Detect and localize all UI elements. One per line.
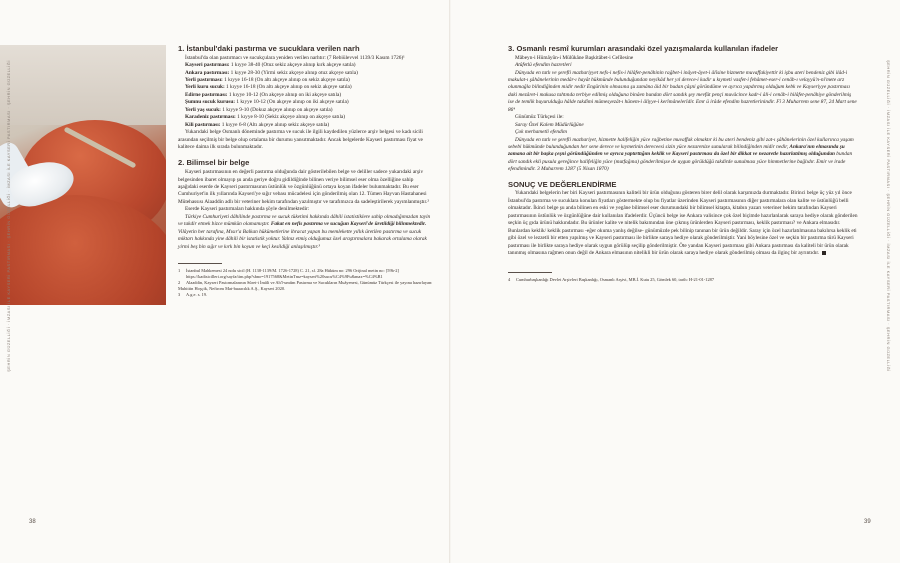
footnote: 1 İstanbul Mahkemesi 24 nolu sicil (H. 1138-1139/M. 1726-1728) C. 21, sf. 28a Hüküm no: 296 Orijinal metin no: [59b-2] — [178, 268, 399, 274]
narh-item-label: Yerli pastırması: — [185, 76, 223, 83]
letter-modern — [508, 137, 858, 174]
conclusion-heading: SONUÇ VE DEĞERLENDİRME — [508, 179, 617, 189]
conclusion-text — [508, 190, 858, 257]
right-footnote-rule — [508, 272, 552, 273]
narh-item-text: 1 kıyye 16-18 (On altı akçeye alınıp on sekiz akçeye satıla) — [224, 84, 352, 91]
section2-quote — [178, 214, 433, 251]
narh-item-text: 1 kıyye 8-10 (Sekiz akçeye alınıp on akçeye satıla) — [235, 114, 346, 121]
narh-item-label: Karadeniz pastırması: — [185, 114, 236, 121]
narh-item-text: 1 kıyye 16-18 (On altı akçeye alınıp on sekiz akçeye satıla) — [222, 76, 350, 83]
narh-item-label: Yerli yaş sucuk: — [185, 106, 221, 113]
footnote: 2 Alaaddin, Kayseri Pastırmalarının Sûret-i İmâli ve Ah'l-umûm Pastırma ve Sucukların Muâyenesi, Günümüz Türkçesi ile yayına hazırlayan: Muhittin Hoşçik, Neftrom Mat-buaacılık A.Ş., Kayseri 2020. — [178, 280, 433, 292]
end-mark-icon — [822, 251, 826, 255]
left-text-column — [178, 45, 433, 298]
footnote: 3 A.g.e. s. 19. — [178, 292, 208, 298]
left-footnotes — [178, 268, 433, 298]
narh-item — [178, 70, 433, 77]
narh-item — [178, 122, 433, 129]
narh-list — [178, 62, 433, 129]
narh-item-label: Şumnu sucuk kurusu: — [185, 99, 236, 106]
narh-item-label: Kili pastırması: — [185, 121, 221, 128]
right-running-head: ŞEHRİN GÜZELLİĞİ · İMZASI İLE KAYSERİ PASTIRMASI · ŞEHRİN GÜZELLİĞİ · İMZASI İLE KAYSERİ PASTIRMASI · ŞEHRİN GÜZELLİĞİ — [886, 60, 891, 372]
left-running-head: ŞEHRİN GÜZELLİĞİ · İMZASI İLE KAYSERİ PASTIRMASI · ŞEHRİN GÜZELLİĞİ · İMZASI İLE KAYSERİ PASTIRMASI · ŞEHRİN GÜZELLİĞİ — [6, 60, 11, 372]
modern-label: Günümüz Türkçesi ile: — [515, 114, 564, 121]
narh-item-label: Yerli kuru sucuk: — [185, 84, 225, 91]
narh-item-text: 1 kıyye 10-12 (On akçeye alınıp on iki akçeye satıla) — [235, 99, 349, 106]
narh-item — [178, 84, 433, 91]
addressee-ottoman: Mâbeyn-i Hümâyûn-i Mülûkâne Başkitâbet-i Celîlesine — [515, 54, 634, 61]
right-footnote: 4 Cumhurbaşkanlığı Devlet Arşivleri Başkanlığı, Osmanlı Arşivi, MB.İ. Kutu 25, Gömlek 60, tarih: H-21-01-1287 — [508, 276, 715, 282]
letter-modern-end: bundan dört sandık ekli pusula gereğince halifeliğin yüce (mutfağına) gönderilmişse de uygun görüldüğü takdirde sunulması yüce himmetlerine bağlıdır. Emir ve irade efendimindir. 3 Muharrem 1287 (5 Nisan 1870) — [508, 151, 853, 173]
pastirma-photo — [0, 45, 166, 305]
narh-item-text: 1 kıyye 28-30 (Yirmi sekiz akçeye alınıp otuz akçeye satıla) — [229, 69, 358, 76]
narh-item-label: Edirne pastırması: — [185, 91, 228, 98]
footnote: https://kadisicilleri.org/sayfa/tim.php?sbno=1917568&MetinTmz=kayseri%20sucu%C4%9Fu&max=%C4%B1 — [186, 274, 383, 280]
quote-part2: Vilâyetin her tarafına, Mısır'a Balkan hükümetlerine ihracat yapan bu memlekette yıllık üretilen pastırma ve sucuk miktarı hakkında yine dâhili bir istatistik yoktur. Yalnız etmiş olduğumuz özel araştırmalara bakarak ortalama olarak yirmi beş bin sığır ve kırk bin koyun ve keçi kesildiği anlaşılmıştır.³ — [178, 228, 427, 250]
salutation-modern: Çok merhametli efendim — [515, 129, 567, 136]
addressee-modern: Saray Özel Kalem Müdürlüğüne — [515, 121, 584, 128]
narh-item — [178, 114, 433, 121]
right-text-column — [508, 45, 858, 283]
narh-item-label: Ankara pastırması: — [185, 69, 230, 76]
narh-item-text: 1 kıyye 10-12 (On akçeye alınıp on iki akçeye satıla) — [227, 91, 342, 98]
left-page-number: 38 — [29, 519, 36, 525]
section1-heading: 1. İstanbul'daki pastırma ve sucuklara verilen narh — [178, 44, 360, 53]
conclusion-body: Yukarıdaki belgelerin her biri Kayseri pastırmasının kaliteli bir ürün olduğunu gösteren birer delil olarak karşımızda durmaktadır. Birinci belge üç yüz yıl önce İstanbul'da pastırma ve sucuklara konulan fiyatları göstermekte olup bu fiyatlar üzerinden Kayseri pastırmasının diğer pastırmalara olan kalite ve üstünlüğü belli olmaktadır. İkinci belge şu anda bilinen en eski ve yegâne bilimsel eser durumundaki bir bilimsel kitapta, kitabın yazarı veteriner hekim tarafından Kayseri pastırmasının üstünlük ve özgünlüğüne dair kullanılan ifadelerdir. Üçüncü belge ise Ankara valisince çok özel biçimde hazırlanlarak saraya hediye olarak gönderilen seçkin üç gıda ürünü hakkındadır. Bu ürünler kalite ve nitelik bakımından öne çıkmış ürünlerden Kayseri pastırması, keklik pastırması? ve Ankara elmasıdır. Bunlardan keklik/ keklik pastırması -eğer okuma yanlış değilse- günümüzde pek bilinip tanınan bir ürün değildir. Saray için özel hazırlatılmasına bakılırsa keklik eti gibi özel ve lezzetli bir etten yapılmış ve Kayseri pastırması ile birlikte saraya hediye olarak gönderilmiştir. Yani böylesine özel ve seçkin bir pastırma türü Kayseri pastırması ile birlikte saraya hediye olarak uygun görülüp seçilip gönderilmiştir. Öte yandan Kayseri pastırması gibi Ankara pastırması da kaliteli bir ürün olarak tanınmış olmasına rağmen onun değil de Ankara elmasının nitelikli bir ürün olarak saraya hediye olarak gönderilmiş olması da ilginç bir ayrıntıdır. — [508, 190, 858, 257]
narh-item-text: 1 kıyye 6-8 (Altı akçeye alınıp sekiz akçeye satıla) — [220, 121, 330, 128]
section1-intro: İstanbul'da olan pastırmacı ve sucukçulara yeniden verilen narhtır: (7 Rebiülevvel 1139/3 Kasım 1726)¹ — [185, 54, 405, 61]
letter-modern-bold: Ankara'nın elmasında şu zamana ait bir başka çeşni göründüğünden ve ayrıca yaptırttığım keklik ve Kayseri pastırması da özel bir dikkat ve nezaretle hazırlatılmış olduğundan — [508, 144, 845, 158]
quote-bold: Fakat en nefis pastırma ve sucuğun Kayseri'de üretildiği bilinmektedir. — [270, 221, 427, 228]
section2-paragraph1: Kayseri pastırmasının en değerli pastırma olduğunda dair gösterilebilen belge ve deliller sadece yukarıdaki arşiv belgesinden ibaret olmayıp şu anda geriye doğru gidildiğinde bilinen veriye bilimsel eser olma özelliğine sahip aşağıdaki eserde de Kayseri pastırmasının üstünlük ve özgünlüğünü ortaya koyan ifadeler bulunmaktadır. Bu eser Cumhuriyet'in ilk yıllarında Kayseri'ye sığır vebası mücadelesi için gönderilmiş olan 12. Tümen Hayvan Hastahanesi Mütehassısı Alaaddin adlı bir veteriner hekim tarafından yazılmıştır ve tarafımızca da sadeleştirilerek yayımlanmıştır.² — [178, 169, 429, 205]
gutter — [449, 0, 451, 563]
right-page-number: 39 — [864, 519, 871, 525]
footnote-rule — [178, 263, 222, 264]
letter-modern-part1: Dünyada en tatlı ve şerefli mazhariyet, hizmette halifeliğin yüce rağbetine muvaffak olmaktır ki bu ateri bendeniz gibi zat-ı şâhânelerinin özel kullarınca yaşam sebebi hükmünde bulunduğundan her sene derece ve kıymetinin dereceesi sizin yüce nezarenize sunularak bilindiğinden midir nedir, — [508, 136, 854, 151]
narh-item-label: Kayseri pastırması: — [185, 62, 230, 69]
letter-ottoman: Dünyada en tatlı ve şerefli mazhariyyet nefs-i nefis-i hilâfet-penâhinin rağbet-i inâyet-âyet-i âlîsine hizmette muvaffakiyettir ki işbu ateri bendeniz gibi ilâd-i makulat-ı şâhânelerinin medâr-ı hayât hükmünde bulunduğundan neyikâd her yıl derece-i kadir u kıymeti vasfet-i fehâmet-eser-i cenâb-ı velayyü'n-ni'mete arz olunmağla bilindiğinden midir nedir Engürinin olmasına şu zamâna âid bir budan çâşni göründüme ve ayrıca yapdırmış olduğum kebk ve Kayseriyye pastırması daki mezâret-i makusa tahtında terbiye edilmiş olduğuna binâen bundan dört sandık şey mevfût pençi muvâcince kadr-i âli-i cenâb-i hilâfet-penâhiye gönderilmiş ise de temlik buyurulduğu hâlde takdîmi mümesyezât-ı hünem-i âliyye-i kerîmânelerîdir. Emr ü irâde efendim hazretlerinindir. Fî 3 Muharrem sene 87, 24 Mart sene 86⁴ — [508, 69, 857, 113]
section3-heading: 3. Osmanlı resmî kurumları arasındaki özel yazışmalarda kullanılan ifadeler — [508, 44, 779, 53]
section2-heading: 2. Bilimsel bir belge — [178, 158, 250, 168]
salutation-ottoman: Atûfetlû efendim hazretleri — [515, 62, 572, 69]
narh-item-text: 1 kıyye 9-10 (Dokuz akçeye alınıp on akçeye satıla) — [220, 106, 333, 113]
narh-item — [178, 99, 433, 106]
quote-part1: Türkiye Cumhuriyeti dâhilinde pastırma ve sucuk tüketimi hakkında dâhili istatistiklere sahip olmadığımızdan tayin ve takdir etmek bizce mümkün olamamıştır. — [178, 213, 431, 228]
narh-item — [178, 62, 433, 69]
section2-paragraph2: Eserde Kayseri pastırmaları hakkında şöyle denilmektedir: — [185, 206, 310, 213]
section1-closing: Yukarıdaki belge Osmanlı döneminde pastırma ve sucuk ile ilgili kaydedilen yüzlerce arşiv belgesi ve kadı sicili arasından seçilmiş bir belge olup ortalama bir durumu yansıtmaktadır. Ancak belgelerde Kayseri pastırması fiyat ve kalitece daima ilk sırada bulunmaktadır. — [178, 129, 423, 151]
narh-item-text: 1 kıyye 38-40 (Otuz sekiz akçeye alınıp kırk akçeye satıla) — [229, 62, 356, 69]
